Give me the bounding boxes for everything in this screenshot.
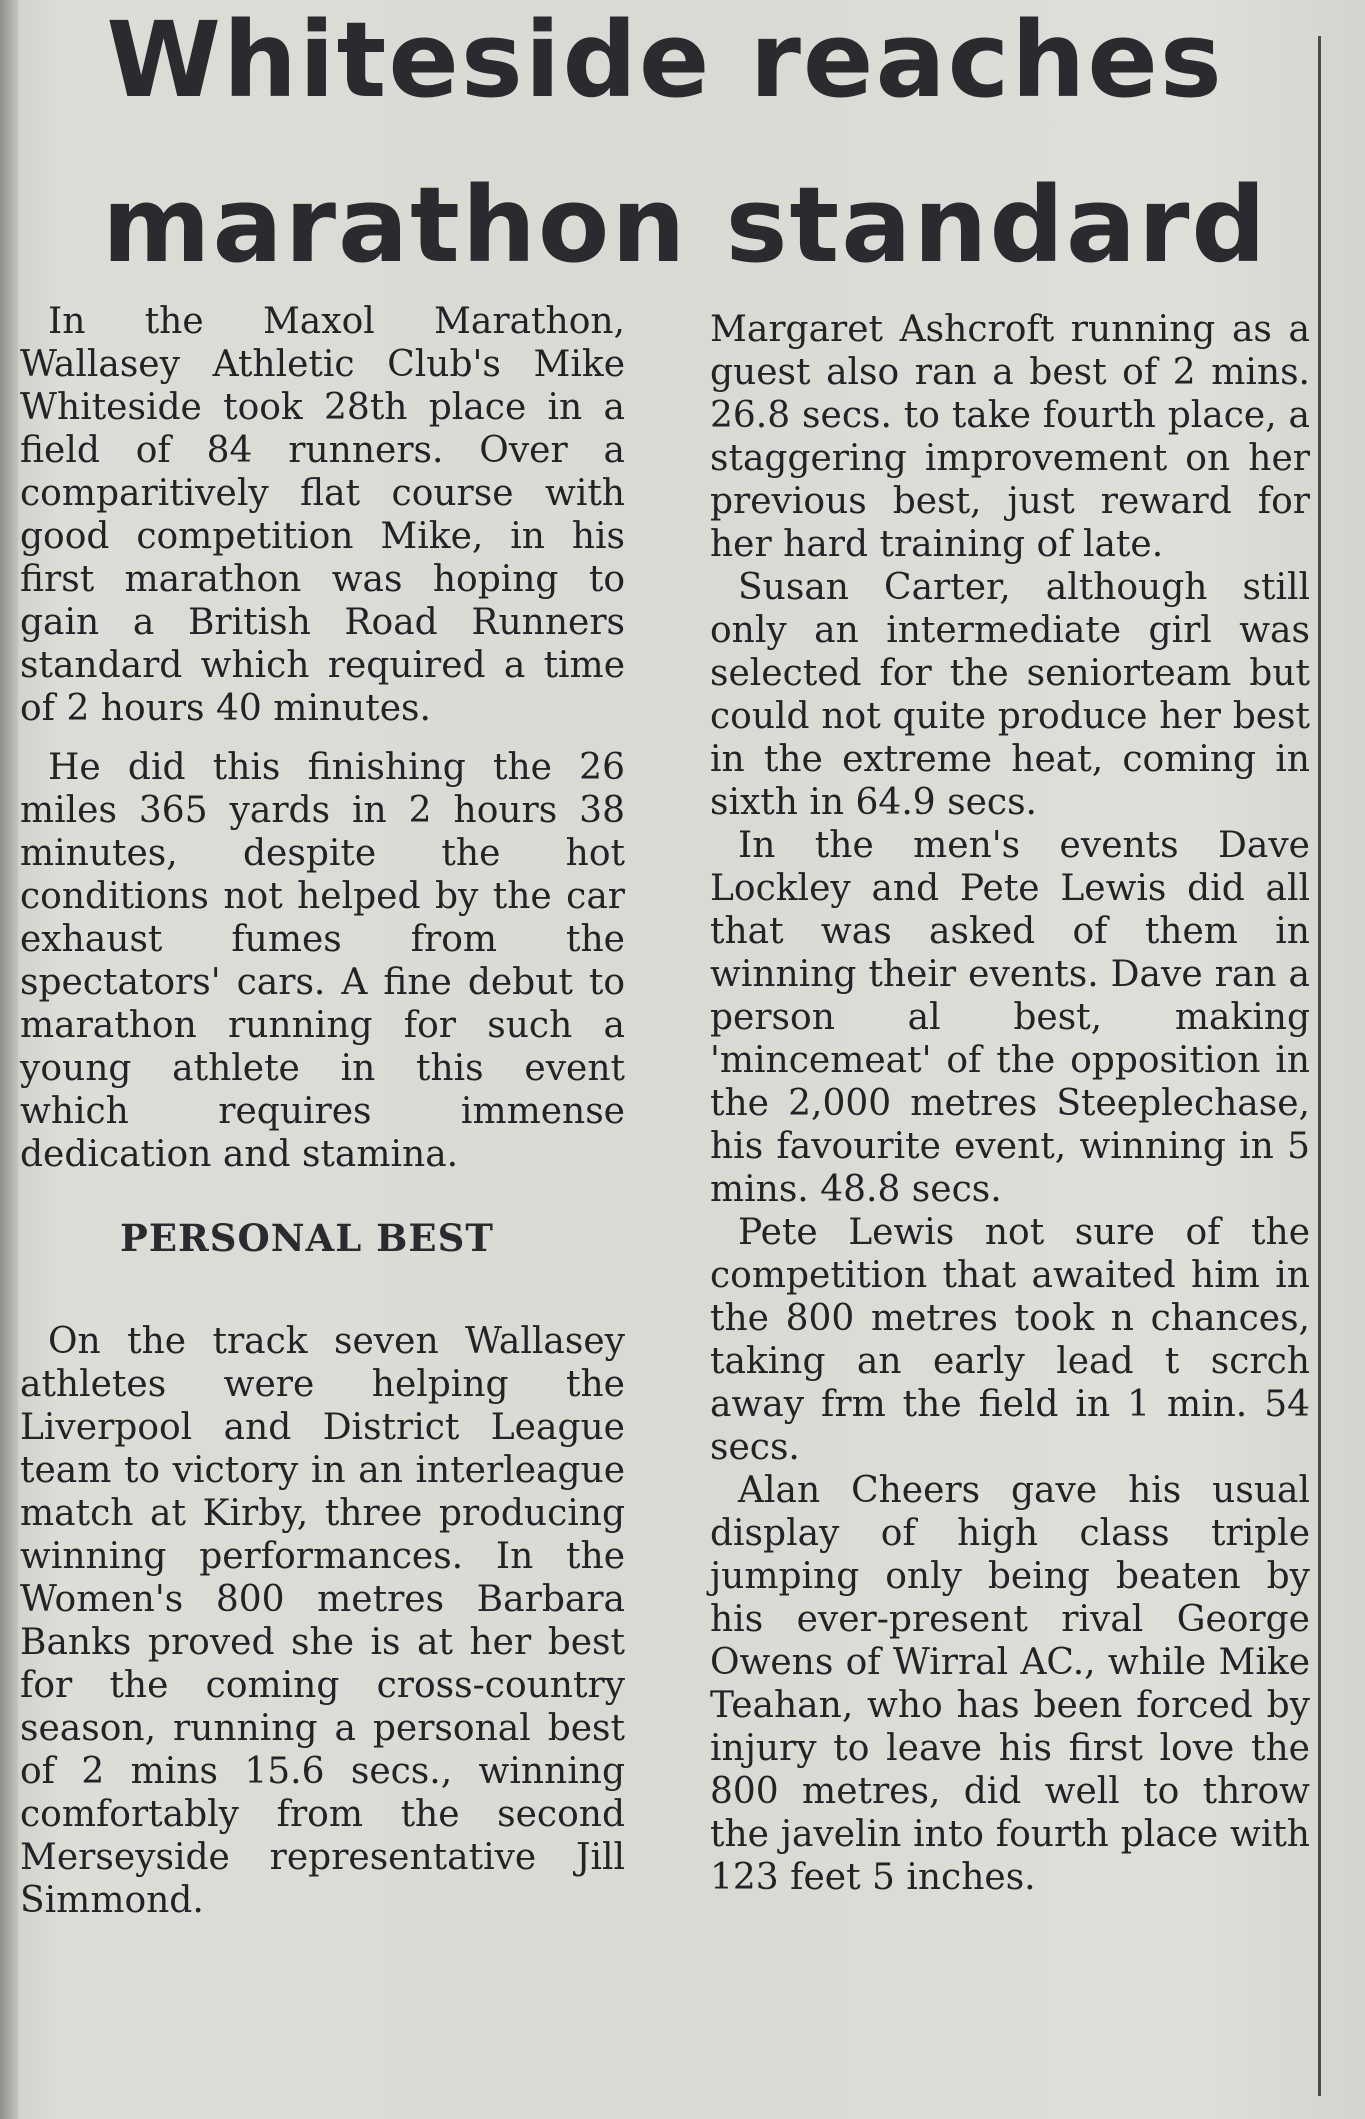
subheading: PERSONAL BEST [120,1216,494,1260]
paragraph: Margaret Ashcroft running as a guest also ran a best of 2 mins. 26.8 secs. to take fourth place, a staggering improvement on her previous best, just reward for her hard training of late. [710,309,1310,565]
paragraph: On the track seven Wallasey athletes were helping the Liverpool and District League team to victory in an interleague match at Kirby, three producing winning performances. In the Women's 800 metres Barbara Banks proved she is at her best for the coming cross-country season, running a personal best of 2 mins 15.6 secs., winning comfortably from the second Merseyside representative Jill Simmond. [20,1321,625,1921]
left-column [20,300,625,1922]
paragraph: In the Maxol Marathon, Wallasey Athletic Club's Mike Whiteside took 28th place in a field of 84 runners. Over a comparitively flat course with good competition Mike, in his first marathon was hoping to gain a British Road Runners standard which required a time of 2 hours 40 minutes. [20,301,625,729]
column-rule [1318,36,1321,2096]
page-fold-shadow [0,0,18,2119]
headline-line-2: marathon standard [102,164,1268,286]
paragraph: In the men's events Dave Lockley and Pete Lewis did all that was asked of them in winning their events. Dave ran a person al best, making 'mincemeat' of the opposition in the 2,000 metres Steeplechase, his favourite event, winning in 5 mins. 48.8 secs. [710,825,1310,1210]
right-column [710,308,1310,1899]
paragraph: Alan Cheers gave his usual display of high class triple jumping only being beaten by his ever-present rival George Owens of Wirral AC., while Mike Teahan, who has been forced by injury to leave his first love the 800 metres, did well to throw the javelin into fourth place with 123 feet 5 inches. [710,1470,1310,1898]
paragraph: He did this finishing the 26 miles 365 yards in 2 hours 38 minutes, despite the hot conditions not helped by the car exhaust fumes from the spectators' cars. A fine debut to marathon running for such a young athlete in this event which requires immense dedication and stamina. [20,747,625,1175]
headline-line-1: Whiteside reaches [106,0,1224,121]
paragraph: Pete Lewis not sure of the competition that awaited him in the 800 metres took n chances, taking an early lead t scrch away frm the field in 1 min. 54 secs. [710,1212,1310,1468]
paragraph: Susan Carter, although still only an intermediate girl was selected for the seniorteam but could not quite produce her best in the extreme heat, coming in sixth in 64.9 secs. [710,567,1310,823]
